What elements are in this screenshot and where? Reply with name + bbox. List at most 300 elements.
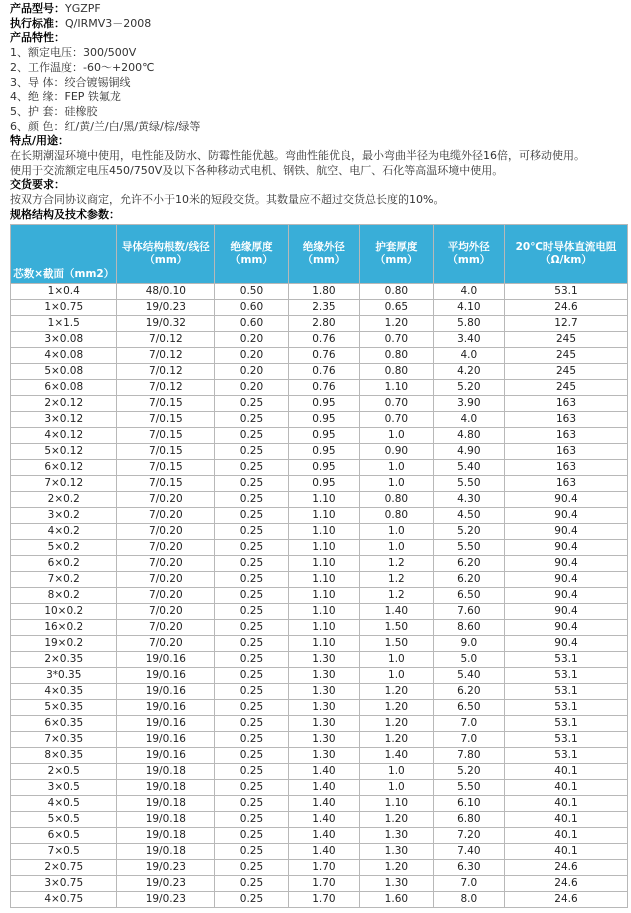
table-row [11, 443, 628, 459]
table-cell: 6×0.08 [11, 379, 117, 395]
table-cell: 1.10 [288, 603, 359, 619]
table-cell: 7/0.15 [117, 459, 215, 475]
table-row [11, 571, 628, 587]
table-cell: 1×0.75 [11, 299, 117, 315]
table-cell: 90.4 [505, 619, 628, 635]
specs-title: 规格结构及技术参数： [10, 207, 120, 221]
table-cell: 0.25 [215, 587, 289, 603]
table-row [11, 619, 628, 635]
table-cell: 7/0.20 [117, 555, 215, 571]
table-cell: 7/0.20 [117, 587, 215, 603]
table-cell: 4.0 [433, 347, 504, 363]
table-cell: 1.60 [360, 891, 434, 907]
table-cell: 90.4 [505, 603, 628, 619]
table-cell: 8×0.2 [11, 587, 117, 603]
table-row [11, 763, 628, 779]
table-cell: 1.10 [360, 795, 434, 811]
table-row [11, 603, 628, 619]
table-cell: 0.95 [288, 427, 359, 443]
table-cell: 40.1 [505, 811, 628, 827]
table-cell: 7/0.12 [117, 363, 215, 379]
table-row [11, 891, 628, 907]
table-cell: 0.95 [288, 459, 359, 475]
table-cell: 1.10 [288, 555, 359, 571]
table-cell: 1.70 [288, 891, 359, 907]
table-cell: 1.0 [360, 427, 434, 443]
table-cell: 1.10 [288, 507, 359, 523]
table-cell: 245 [505, 347, 628, 363]
table-cell: 0.25 [215, 859, 289, 875]
table-cell: 1.10 [288, 523, 359, 539]
table-cell: 10×0.2 [11, 603, 117, 619]
table-cell: 5×0.5 [11, 811, 117, 827]
table-cell: 5×0.2 [11, 539, 117, 555]
table-cell: 1.50 [360, 619, 434, 635]
characteristic-item: 5、护 套：硅橡胶 [10, 104, 98, 118]
table-cell: 24.6 [505, 891, 628, 907]
standard-label: 执行标准： [10, 16, 65, 30]
table-row [11, 539, 628, 555]
table-cell: 7.0 [433, 875, 504, 891]
table-cell: 1.30 [288, 683, 359, 699]
table-cell: 19/0.16 [117, 699, 215, 715]
table-cell: 0.50 [215, 283, 289, 299]
table-cell: 4×0.08 [11, 347, 117, 363]
table-cell: 7/0.15 [117, 411, 215, 427]
table-cell: 1.10 [288, 587, 359, 603]
table-cell: 7×0.2 [11, 571, 117, 587]
table-cell: 1.0 [360, 667, 434, 683]
table-cell: 0.80 [360, 283, 434, 299]
table-cell: 0.25 [215, 475, 289, 491]
table-row [11, 859, 628, 875]
table-cell: 1.30 [288, 715, 359, 731]
table-cell: 8×0.35 [11, 747, 117, 763]
table-cell: 2×0.5 [11, 763, 117, 779]
table-cell: 0.25 [215, 843, 289, 859]
table-cell: 0.60 [215, 315, 289, 331]
table-cell: 0.25 [215, 795, 289, 811]
table-cell: 0.90 [360, 443, 434, 459]
table-cell: 0.25 [215, 523, 289, 539]
table-cell: 5.50 [433, 779, 504, 795]
table-row [11, 843, 628, 859]
table-cell: 0.25 [215, 763, 289, 779]
table-cell: 0.25 [215, 891, 289, 907]
table-cell: 19/0.23 [117, 891, 215, 907]
table-cell: 7/0.20 [117, 507, 215, 523]
table-cell: 1.10 [288, 491, 359, 507]
table-cell: 6×0.5 [11, 827, 117, 843]
table-cell: 1.0 [360, 539, 434, 555]
table-cell: 7.20 [433, 827, 504, 843]
table-row [11, 635, 628, 651]
table-cell: 1.40 [288, 843, 359, 859]
table-cell: 7.40 [433, 843, 504, 859]
table-cell: 0.65 [360, 299, 434, 315]
table-cell: 2×0.75 [11, 859, 117, 875]
table-cell: 7/0.15 [117, 427, 215, 443]
table-cell: 53.1 [505, 715, 628, 731]
table-cell: 6×0.12 [11, 459, 117, 475]
table-cell: 4×0.35 [11, 683, 117, 699]
table-cell: 40.1 [505, 763, 628, 779]
table-cell: 0.25 [215, 715, 289, 731]
table-cell: 1.30 [288, 651, 359, 667]
table-cell: 0.25 [215, 427, 289, 443]
table-cell: 5.0 [433, 651, 504, 667]
table-cell: 0.25 [215, 411, 289, 427]
table-cell: 6.80 [433, 811, 504, 827]
table-cell: 3×0.2 [11, 507, 117, 523]
table-row [11, 811, 628, 827]
table-cell: 7.0 [433, 715, 504, 731]
model-line [10, 2, 631, 17]
table-cell: 2.35 [288, 299, 359, 315]
table-cell: 90.4 [505, 587, 628, 603]
table-cell: 40.1 [505, 843, 628, 859]
table-cell: 5.20 [433, 379, 504, 395]
table-cell: 19/0.18 [117, 811, 215, 827]
table-cell: 7/0.20 [117, 539, 215, 555]
table-cell: 1.20 [360, 715, 434, 731]
table-cell: 19/0.18 [117, 795, 215, 811]
table-cell: 0.25 [215, 699, 289, 715]
table-cell: 6.20 [433, 555, 504, 571]
table-cell: 19/0.18 [117, 763, 215, 779]
table-cell: 1.20 [360, 731, 434, 747]
table-cell: 163 [505, 395, 628, 411]
table-cell: 3×0.08 [11, 331, 117, 347]
table-cell: 5×0.12 [11, 443, 117, 459]
table-row [11, 699, 628, 715]
delivery-title: 交货要求： [10, 178, 65, 192]
spec-table-body [11, 283, 628, 907]
table-cell: 0.25 [215, 507, 289, 523]
table-cell: 0.20 [215, 363, 289, 379]
table-cell: 53.1 [505, 731, 628, 747]
table-cell: 7/0.15 [117, 443, 215, 459]
table-cell: 163 [505, 443, 628, 459]
table-row [11, 347, 628, 363]
table-cell: 1.20 [360, 315, 434, 331]
table-cell: 53.1 [505, 747, 628, 763]
table-cell: 1×1.5 [11, 315, 117, 331]
table-cell: 19/0.16 [117, 651, 215, 667]
table-cell: 7/0.12 [117, 331, 215, 347]
table-cell: 4.20 [433, 363, 504, 379]
features-line: 使用于交流额定电压450/750V及以下各种移动式电机、钢铁、航空、电厂、石化等高温环境中使用。 [10, 163, 504, 177]
table-cell: 0.76 [288, 347, 359, 363]
table-cell: 6.30 [433, 859, 504, 875]
characteristic-item: 4、绝 缘：FEP 铁氟龙 [10, 90, 121, 104]
table-cell: 19/0.16 [117, 683, 215, 699]
table-row [11, 283, 628, 299]
table-cell: 1.40 [288, 795, 359, 811]
table-cell: 0.20 [215, 379, 289, 395]
table-cell: 19/0.16 [117, 715, 215, 731]
table-cell: 7×0.5 [11, 843, 117, 859]
table-cell: 53.1 [505, 283, 628, 299]
features-line: 在长期潮湿环境中使用，电性能及防水、防霉性能优越。弯曲性能优良，最小弯曲半径为电缆外径16倍，可移动使用。 [10, 149, 585, 163]
table-cell: 0.25 [215, 395, 289, 411]
table-cell: 24.6 [505, 299, 628, 315]
model-label: 产品型号： [10, 2, 65, 15]
table-cell: 0.25 [215, 459, 289, 475]
table-cell: 0.25 [215, 539, 289, 555]
table-cell: 7/0.20 [117, 571, 215, 587]
table-row [11, 363, 628, 379]
table-cell: 2×0.12 [11, 395, 117, 411]
table-cell: 19/0.23 [117, 875, 215, 891]
table-cell: 1.20 [360, 683, 434, 699]
table-cell: 4.0 [433, 411, 504, 427]
table-cell: 4×0.12 [11, 427, 117, 443]
table-cell: 5.20 [433, 523, 504, 539]
table-cell: 1.0 [360, 459, 434, 475]
table-cell: 0.20 [215, 347, 289, 363]
table-cell: 19/0.16 [117, 731, 215, 747]
table-cell: 3×0.12 [11, 411, 117, 427]
table-cell: 5.80 [433, 315, 504, 331]
table-cell: 0.25 [215, 603, 289, 619]
table-cell: 0.95 [288, 395, 359, 411]
table-cell: 19/0.16 [117, 667, 215, 683]
table-cell: 90.4 [505, 491, 628, 507]
table-cell: 90.4 [505, 523, 628, 539]
table-cell: 1.0 [360, 523, 434, 539]
product-info [0, 0, 631, 223]
table-cell: 0.76 [288, 379, 359, 395]
table-cell: 7/0.12 [117, 379, 215, 395]
table-cell: 19/0.16 [117, 747, 215, 763]
table-cell: 7×0.35 [11, 731, 117, 747]
table-cell: 0.25 [215, 779, 289, 795]
table-cell: 0.95 [288, 411, 359, 427]
table-cell: 8.60 [433, 619, 504, 635]
table-cell: 0.25 [215, 651, 289, 667]
table-cell: 0.70 [360, 395, 434, 411]
table-cell: 1.10 [288, 635, 359, 651]
table-cell: 4.90 [433, 443, 504, 459]
table-cell: 1.2 [360, 587, 434, 603]
table-cell: 19/0.18 [117, 827, 215, 843]
standard-line [10, 17, 631, 32]
table-cell: 1.10 [360, 379, 434, 395]
table-cell: 163 [505, 411, 628, 427]
table-cell: 19/0.32 [117, 315, 215, 331]
table-cell: 4.50 [433, 507, 504, 523]
table-cell: 1.20 [360, 699, 434, 715]
table-cell: 5.40 [433, 667, 504, 683]
table-row [11, 523, 628, 539]
characteristic-item: 6、颜 色：红/黄/兰/白/黑/黄绿/棕/绿等 [10, 119, 201, 133]
table-cell: 5.40 [433, 459, 504, 475]
table-cell: 3*0.35 [11, 667, 117, 683]
table-cell: 24.6 [505, 859, 628, 875]
table-row [11, 555, 628, 571]
table-cell: 245 [505, 331, 628, 347]
table-cell: 0.60 [215, 299, 289, 315]
table-row [11, 667, 628, 683]
table-cell: 1.70 [288, 859, 359, 875]
table-row [11, 331, 628, 347]
spec-table [10, 224, 628, 908]
table-cell: 4.30 [433, 491, 504, 507]
header-insulation-diameter: 绝缘外径（mm） [288, 224, 359, 283]
table-cell: 7/0.15 [117, 395, 215, 411]
table-cell: 3×0.5 [11, 779, 117, 795]
model-value: YGZPF [65, 2, 101, 15]
table-cell: 1.0 [360, 475, 434, 491]
table-cell: 19/0.23 [117, 859, 215, 875]
table-cell: 7.80 [433, 747, 504, 763]
table-cell: 5×0.35 [11, 699, 117, 715]
table-cell: 40.1 [505, 827, 628, 843]
table-cell: 6.50 [433, 699, 504, 715]
table-cell: 1.40 [360, 747, 434, 763]
table-cell: 0.95 [288, 475, 359, 491]
table-row [11, 827, 628, 843]
table-cell: 0.25 [215, 619, 289, 635]
table-cell: 4×0.2 [11, 523, 117, 539]
table-cell: 1.2 [360, 555, 434, 571]
table-cell: 0.70 [360, 411, 434, 427]
characteristics-title: 产品特性： [10, 31, 65, 45]
table-row [11, 651, 628, 667]
table-cell: 1.70 [288, 875, 359, 891]
table-cell: 7.0 [433, 731, 504, 747]
table-cell: 245 [505, 363, 628, 379]
table-cell: 1.30 [360, 875, 434, 891]
table-cell: 1.50 [360, 635, 434, 651]
table-cell: 5.50 [433, 539, 504, 555]
table-row [11, 427, 628, 443]
table-cell: 48/0.10 [117, 283, 215, 299]
table-cell: 53.1 [505, 683, 628, 699]
table-cell: 1.40 [288, 779, 359, 795]
table-cell: 90.4 [505, 571, 628, 587]
table-cell: 90.4 [505, 555, 628, 571]
table-cell: 1.40 [288, 827, 359, 843]
table-cell: 1.10 [288, 539, 359, 555]
table-cell: 53.1 [505, 699, 628, 715]
table-cell: 90.4 [505, 539, 628, 555]
table-cell: 4.0 [433, 283, 504, 299]
characteristic-item: 1、额定电压：300/500V [10, 46, 137, 60]
table-row [11, 299, 628, 315]
table-cell: 163 [505, 459, 628, 475]
table-cell: 0.70 [360, 331, 434, 347]
table-cell: 5.50 [433, 475, 504, 491]
table-cell: 245 [505, 379, 628, 395]
table-row [11, 875, 628, 891]
header-conductor-structure: 导体结构根数/线径（mm） [117, 224, 215, 283]
characteristic-item: 3、导 体：绞合镀锡铜线 [10, 75, 131, 89]
table-cell: 53.1 [505, 667, 628, 683]
table-cell: 0.25 [215, 491, 289, 507]
table-cell: 6.20 [433, 683, 504, 699]
table-row [11, 507, 628, 523]
table-cell: 1.0 [360, 763, 434, 779]
table-cell: 5.20 [433, 763, 504, 779]
table-cell: 6.10 [433, 795, 504, 811]
table-cell: 163 [505, 427, 628, 443]
table-cell: 1.30 [360, 827, 434, 843]
table-cell: 0.80 [360, 347, 434, 363]
table-cell: 0.20 [215, 331, 289, 347]
standard-value: Q/IRMV3－2008 [65, 16, 152, 30]
table-row [11, 683, 628, 699]
table-cell: 0.25 [215, 875, 289, 891]
table-row [11, 395, 628, 411]
table-cell: 9.0 [433, 635, 504, 651]
table-cell: 1×0.4 [11, 283, 117, 299]
table-row [11, 315, 628, 331]
table-row [11, 731, 628, 747]
table-cell: 12.7 [505, 315, 628, 331]
table-cell: 6.20 [433, 571, 504, 587]
table-cell: 40.1 [505, 795, 628, 811]
table-cell: 4.10 [433, 299, 504, 315]
table-cell: 19/0.18 [117, 779, 215, 795]
table-cell: 6.50 [433, 587, 504, 603]
table-cell: 0.25 [215, 667, 289, 683]
table-cell: 4×0.75 [11, 891, 117, 907]
table-cell: 0.76 [288, 331, 359, 347]
table-cell: 1.20 [360, 859, 434, 875]
table-cell: 163 [505, 475, 628, 491]
table-cell: 2.80 [288, 315, 359, 331]
table-cell: 1.10 [288, 571, 359, 587]
table-cell: 24.6 [505, 875, 628, 891]
table-cell: 0.25 [215, 683, 289, 699]
header-average-diameter: 平均外径（mm） [433, 224, 504, 283]
table-cell: 1.20 [360, 811, 434, 827]
table-cell: 4×0.5 [11, 795, 117, 811]
table-cell: 19/0.18 [117, 843, 215, 859]
table-cell: 0.25 [215, 731, 289, 747]
table-cell: 0.80 [360, 363, 434, 379]
table-cell: 7×0.12 [11, 475, 117, 491]
delivery-text: 按双方合同协议商定，允许不小于10米的短段交货。其数量应不超过交货总长度的10%。 [10, 193, 445, 207]
table-cell: 0.25 [215, 811, 289, 827]
table-cell: 2×0.35 [11, 651, 117, 667]
table-cell: 2×0.2 [11, 491, 117, 507]
table-cell: 1.40 [288, 763, 359, 779]
table-cell: 19×0.2 [11, 635, 117, 651]
table-cell: 6×0.2 [11, 555, 117, 571]
table-cell: 1.10 [288, 619, 359, 635]
table-cell: 0.76 [288, 363, 359, 379]
table-cell: 1.30 [288, 699, 359, 715]
table-cell: 4.80 [433, 427, 504, 443]
table-cell: 8.0 [433, 891, 504, 907]
header-sheath-thickness: 护套厚度（mm） [360, 224, 434, 283]
table-cell: 7/0.15 [117, 475, 215, 491]
table-cell: 3×0.75 [11, 875, 117, 891]
table-cell: 0.25 [215, 827, 289, 843]
table-cell: 1.30 [360, 843, 434, 859]
header-cores-section: 芯数×截面（mm2） [11, 224, 117, 283]
table-cell: 0.25 [215, 635, 289, 651]
table-cell: 0.25 [215, 443, 289, 459]
table-cell: 3.40 [433, 331, 504, 347]
table-cell: 7.60 [433, 603, 504, 619]
table-row [11, 475, 628, 491]
header-insulation-thickness: 绝缘厚度（mm） [215, 224, 289, 283]
table-cell: 1.30 [288, 747, 359, 763]
